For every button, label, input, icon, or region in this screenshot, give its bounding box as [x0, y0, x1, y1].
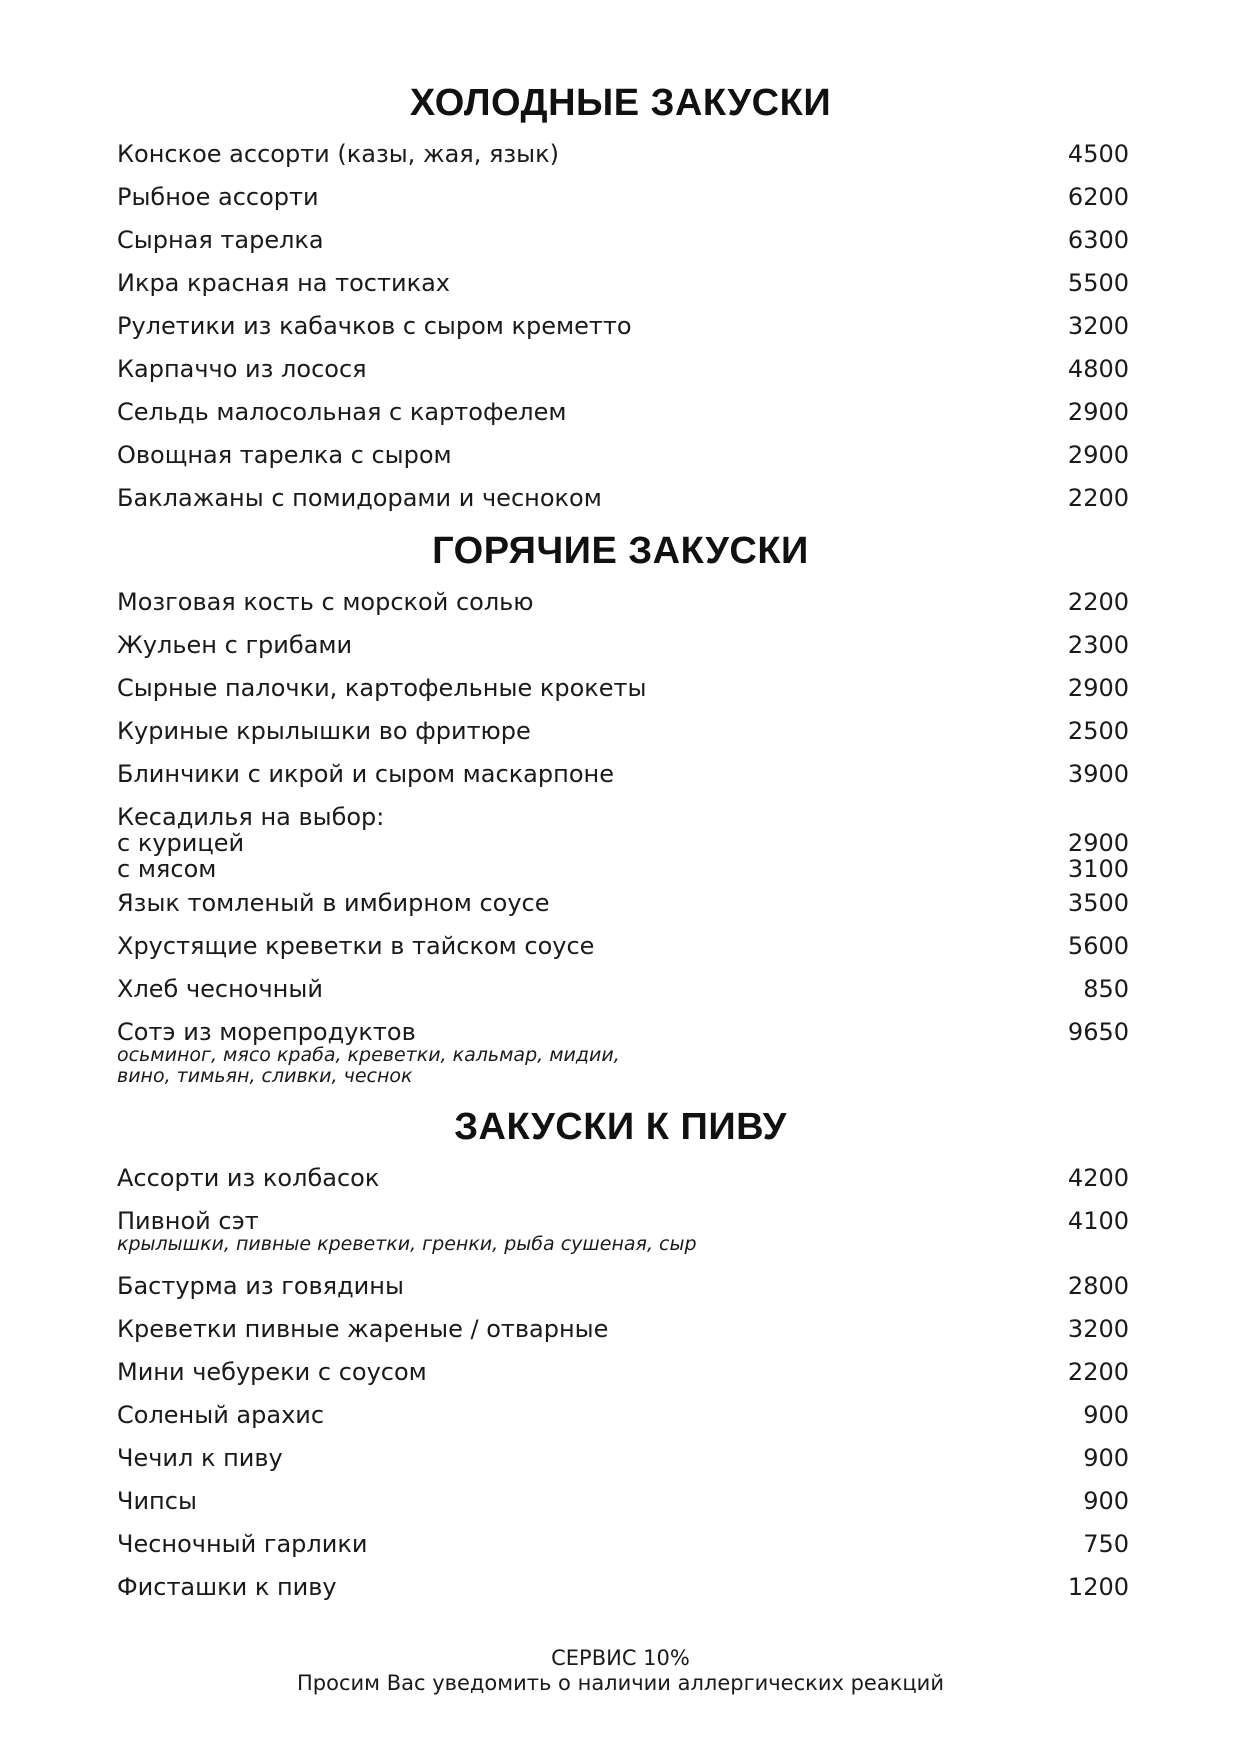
menu-item [117, 632, 1129, 658]
item-name: Ассорти из колбасок [117, 1164, 380, 1192]
item-name: Соленый арахис [117, 1401, 325, 1429]
item-price: 2200 [1067, 588, 1129, 616]
item-price: 2900 [1067, 398, 1129, 426]
section-title-cold-appetizers: ХОЛОДНЫЕ ЗАКУСКИ [409, 82, 832, 124]
item-name: Конское ассорти (казы, жая, язык) [117, 140, 559, 168]
item-price: 4800 [1067, 355, 1129, 383]
item-name: Фисташки к пиву [117, 1573, 337, 1601]
item-name: Креветки пивные жареные / отварные [117, 1315, 609, 1343]
item-name: Жульен с грибами [117, 631, 353, 659]
item-name: Рыбное ассорти [117, 183, 319, 211]
menu-item [117, 1165, 1129, 1191]
service-charge: СЕРВИС 10% [551, 1646, 690, 1670]
item-description: осьминог, мясо краба, креветки, кальмар, мидии, [117, 1044, 620, 1066]
item-name: Сырная тарелка [117, 226, 324, 254]
item-name: Язык томленый в имбирном соусе [117, 889, 550, 917]
footer [0, 1646, 1241, 1696]
item-price: 3200 [1067, 1315, 1129, 1343]
menu-item [117, 718, 1129, 744]
item-price: 2200 [1067, 484, 1129, 512]
menu-item [117, 1273, 1129, 1299]
item-price: 5600 [1067, 932, 1129, 960]
menu-item-seafood-saute [117, 1019, 1129, 1087]
menu-item [117, 1402, 1129, 1428]
item-name: Бастурма из говядины [117, 1272, 404, 1300]
item-name: Кесадилья на выбор: [117, 803, 385, 831]
menu-item [117, 184, 1129, 210]
item-name: Пивной сэт [117, 1207, 259, 1235]
menu-item-quesadilla [117, 804, 1129, 882]
item-name: Мини чебуреки с соусом [117, 1358, 427, 1386]
item-name: Чечил к пиву [117, 1444, 283, 1472]
item-option-name: с курицей [117, 829, 245, 857]
item-name: Икра красная на тостиках [117, 269, 450, 297]
menu-item [117, 1574, 1129, 1600]
item-name: Блинчики с икрой и сыром маскарпоне [117, 760, 614, 788]
item-description: крылышки, пивные креветки, гренки, рыба сушеная, сыр [117, 1233, 697, 1255]
item-name: Чипсы [117, 1487, 197, 1515]
menu-item [117, 1445, 1129, 1471]
menu-item [117, 933, 1129, 959]
item-option-price: 2900 [1067, 829, 1129, 857]
item-option-price: 3100 [1067, 855, 1129, 883]
menu-item [117, 589, 1129, 615]
item-price: 1200 [1067, 1573, 1129, 1601]
item-name: Баклажаны с помидорами и чесноком [117, 484, 602, 512]
item-price: 4200 [1067, 1164, 1129, 1192]
menu-item [117, 313, 1129, 339]
item-price: 6200 [1067, 183, 1129, 211]
menu-item [117, 141, 1129, 167]
item-price: 2800 [1067, 1272, 1129, 1300]
item-name: Хрустящие креветки в тайском соусе [117, 932, 595, 960]
item-name: Чесночный гарлики [117, 1530, 368, 1558]
menu-item [117, 1488, 1129, 1514]
item-name: Сельдь малосольная с картофелем [117, 398, 567, 426]
item-price: 900 [1083, 1444, 1129, 1472]
item-price: 2500 [1067, 717, 1129, 745]
item-price: 9650 [1067, 1018, 1129, 1046]
menu-item [117, 442, 1129, 468]
item-name: Мозговая кость с морской солью [117, 588, 534, 616]
item-name: Рулетики из кабачков с сыром креметто [117, 312, 632, 340]
menu-item [117, 227, 1129, 253]
menu-item [117, 356, 1129, 382]
menu-item-beer-set [117, 1208, 1129, 1255]
item-price: 4500 [1067, 140, 1129, 168]
item-price: 900 [1083, 1401, 1129, 1429]
menu-item [117, 761, 1129, 787]
section-title-beer-snacks: ЗАКУСКИ К ПИВУ [454, 1106, 787, 1148]
item-price: 750 [1083, 1530, 1129, 1558]
item-price: 2300 [1067, 631, 1129, 659]
menu-item [117, 1316, 1129, 1342]
menu-item [117, 1359, 1129, 1385]
item-price: 6300 [1067, 226, 1129, 254]
item-price: 850 [1083, 975, 1129, 1003]
section-title-hot-appetizers: ГОРЯЧИЕ ЗАКУСКИ [432, 530, 809, 572]
item-name: Куриные крылышки во фритюре [117, 717, 531, 745]
menu-item [117, 976, 1129, 1002]
item-price: 3500 [1067, 889, 1129, 917]
item-price: 3200 [1067, 312, 1129, 340]
item-price: 2900 [1067, 441, 1129, 469]
item-name: Хлеб чесночный [117, 975, 323, 1003]
menu-item [117, 485, 1129, 511]
item-name: Овощная тарелка с сыром [117, 441, 452, 469]
item-price: 900 [1083, 1487, 1129, 1515]
item-name: Сотэ из морепродуктов [117, 1018, 416, 1046]
item-name: Сырные палочки, картофельные крокеты [117, 674, 647, 702]
item-price: 2200 [1067, 1358, 1129, 1386]
menu-item [117, 270, 1129, 296]
item-price: 2900 [1067, 674, 1129, 702]
menu-item [117, 1531, 1129, 1557]
item-price: 3900 [1067, 760, 1129, 788]
menu-item [117, 399, 1129, 425]
allergy-notice: Просим Вас уведомить о наличии аллергических реакций [297, 1671, 944, 1695]
item-option-name: с мясом [117, 855, 217, 883]
menu-item [117, 675, 1129, 701]
menu-item [117, 890, 1129, 916]
item-name: Карпаччо из лосося [117, 355, 367, 383]
item-description: вино, тимьян, сливки, чеснок [117, 1065, 413, 1087]
item-price: 4100 [1067, 1207, 1129, 1235]
item-price: 5500 [1067, 269, 1129, 297]
